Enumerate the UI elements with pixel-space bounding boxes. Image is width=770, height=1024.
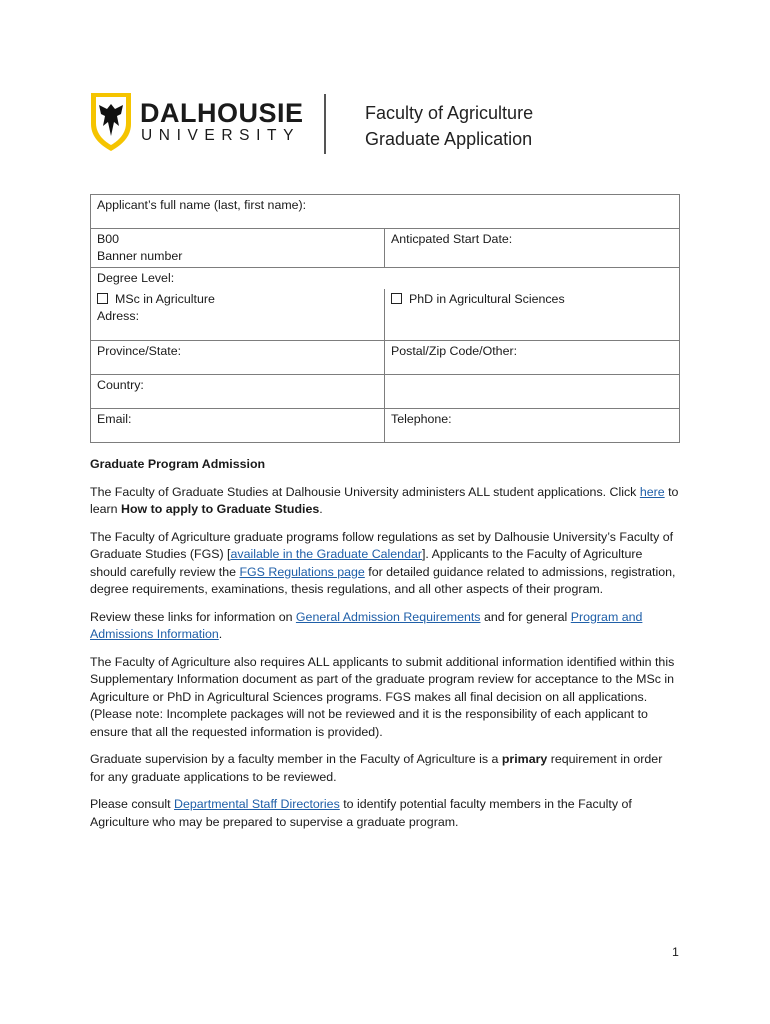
province-field[interactable] — [91, 341, 385, 375]
dalhousie-logo — [90, 92, 304, 154]
country-empty-cell — [385, 375, 680, 409]
phd-checkbox[interactable] — [391, 293, 402, 304]
postal-code-label: Postal/Zip Code/Other: — [391, 344, 518, 358]
email-field[interactable] — [91, 409, 385, 443]
paragraph-apply: The Faculty of Graduate Studies at Dalhousie University administers ALL student applications. Click here to learn How to apply to Graduate Studies. — [90, 484, 679, 516]
program-admissions-link[interactable]: Program and Admissions Information — [90, 609, 643, 641]
b00-label: B00 — [97, 232, 120, 246]
province-label: Province/State: — [97, 344, 182, 358]
country-field[interactable] — [91, 375, 385, 409]
postal-code-field[interactable] — [385, 341, 680, 375]
start-date-field[interactable] — [385, 229, 680, 268]
telephone-field[interactable] — [385, 409, 680, 443]
paragraph-links: Review these links for information on General Admission Requirements and for general Program and Admissions Information. — [90, 609, 643, 641]
paragraph-supervision: Graduate supervision by a faculty member in the Faculty of Agriculture is a primary requirement in order for any graduate applications to be reviewed. — [90, 752, 663, 784]
section-heading: Graduate Program Admission — [90, 457, 266, 471]
admission-section — [90, 456, 680, 841]
paragraph-supplementary: The Faculty of Agriculture also requires ALL applicants to submit additional information identified within this Supplementary Information document as part of the graduate program review for acceptance to the MSc in Agriculture or PhD in Agricultural Sciences programs. FGS makes all final decision on all applications. (Please note: Incomplete packages will not be reviewed and it is the responsibility of each applicant to ensure that all the requested information is provided). — [90, 654, 675, 739]
msc-checkbox[interactable] — [97, 293, 108, 304]
document-title: Graduate Application — [365, 129, 533, 149]
admission-requirements-link[interactable]: General Admission Requirements — [295, 609, 481, 624]
phd-option-label: PhD in Agricultural Sciences — [409, 292, 565, 306]
full-name-field[interactable] — [91, 195, 680, 229]
msc-option-label: MSc in Agriculture — [115, 292, 215, 306]
here-link[interactable]: here — [639, 484, 665, 499]
degree-level-label: Degree Level: — [97, 271, 175, 285]
faculty-name: Faculty of Agriculture — [365, 103, 534, 123]
brand-subtitle: UNIVERSITY — [141, 127, 301, 144]
primary-text: primary — [501, 752, 548, 766]
fgs-regulations-link[interactable]: FGS Regulations page — [239, 564, 365, 579]
header-divider — [324, 94, 326, 154]
how-to-apply-text: How to apply to Graduate Studies — [121, 502, 320, 516]
paragraph-regulations: The Faculty of Agriculture graduate programs follow regulations as set by Dalhousie University’s Faculty of Graduate Studies (FGS) [available in the Graduate Calendar]. Applicants to the Faculty of Agriculture should carefully review the FGS Regulations page for detailed guidance related to admissions, registration, degree requirements, examinations, thesis regulations, and all other aspects of their program. — [90, 529, 676, 596]
shield-icon — [90, 92, 132, 152]
brand-name: DALHOUSIE — [140, 98, 304, 128]
email-label: Email: — [97, 412, 132, 426]
address-label: Adress: — [97, 309, 140, 323]
page-number: 1 — [672, 945, 679, 959]
country-label: Country: — [97, 378, 144, 392]
staff-directories-link[interactable]: Departmental Staff Directories — [174, 797, 340, 811]
document-header — [365, 100, 533, 152]
degree-level-row — [91, 268, 680, 290]
graduate-calendar-link[interactable]: available in the Graduate Calendar — [230, 547, 422, 561]
banner-number-label: Banner number — [97, 249, 183, 263]
telephone-label: Telephone: — [391, 412, 452, 426]
start-date-label: Anticpated Start Date: — [391, 232, 513, 246]
msc-option[interactable] — [91, 289, 385, 341]
full-name-label: Applicant’s full name (last, first name): — [97, 198, 307, 212]
applicant-form-table — [90, 194, 680, 443]
banner-number-field[interactable] — [91, 229, 385, 268]
paragraph-directories: Please consult Departmental Staff Directories to identify potential faculty members in the Faculty of Agriculture who may be prepared to supervise a graduate program. — [90, 797, 632, 829]
phd-option[interactable] — [385, 289, 680, 341]
